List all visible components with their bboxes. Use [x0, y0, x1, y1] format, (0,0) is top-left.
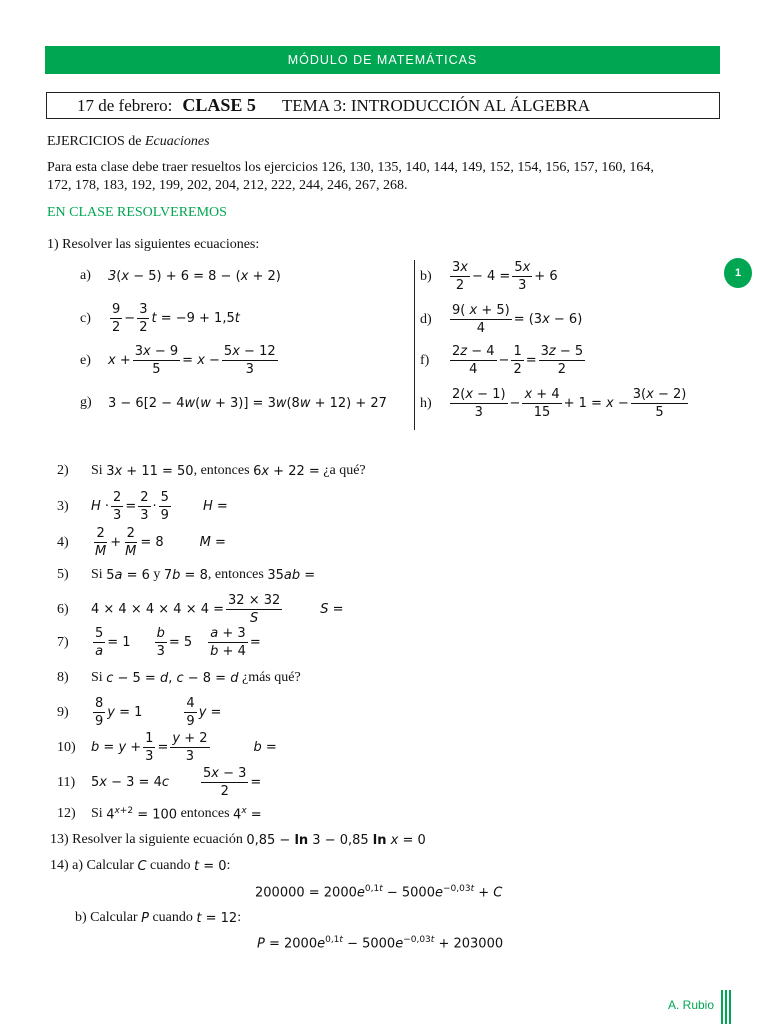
homework-line-1: Para esta clase debe traer resueltos los ejercicios 126, 130, 135, 140, 144, 149, 152, 154, 156, 157, 160, 164,: [47, 160, 654, 175]
author-footer: A. Rubio: [668, 998, 715, 1012]
equation-c: c) $\frac{9}{2}$ − $\frac{3}{2}$ t = −9 + 1,5t: [80, 302, 240, 335]
question-10: 10) b = y + $\frac{1}{3}$ = $\frac{y + 2}{3}$ b =: [57, 731, 277, 764]
question-1-title: 1) Resolver las siguientes ecuaciones:: [47, 237, 260, 252]
equation-d: d) $\frac{9( x + 5)}{4}$ = (3x − 6): [420, 303, 583, 336]
question-11: 11) 5x − 3 = 4c $\frac{5x - 3}{2}$ =: [57, 766, 262, 799]
equation-h: h) $\frac{2(x - 1)}{3}$ − $\frac{x + 4}{15}$ + 1 = x − $\frac{3(x - 2)}{5}$: [420, 387, 687, 420]
equation-a: a) 3(x − 5) + 6 = 8 − (x + 2): [80, 268, 281, 284]
footer-bar-3: [729, 990, 731, 1024]
column-divider: [414, 260, 415, 430]
equation-b: b) $\frac{3x}{2}$ − 4 = $\frac{5x}{3}$ + 6: [420, 260, 558, 293]
equation-f: f) $\frac{2z - 4}{4}$ − $\frac{1}{2}$ = $\frac{3z - 5}{2}$: [420, 344, 584, 377]
class-date: 17 de febrero:: [77, 95, 173, 115]
question-9: 9) $\frac{8}{9}$ y = 1 $\frac{4}{9}$ y =: [57, 696, 222, 729]
question-5: 5) Si 5a = 6 y 7b = 8 , entonces 35ab =: [57, 567, 316, 583]
question-12: 12) Si $4^{x+2} = 100$ entonces $4^x$ =: [57, 806, 262, 823]
question-6: 6) 4 × 4 × 4 × 4 × 4 = $\frac{32 \times 32}{S}$ S =: [57, 593, 344, 626]
question-14b: b) Calcular P cuando t = 12 :: [75, 910, 242, 926]
in-class-heading: EN CLASE RESOLVEREMOS: [47, 205, 227, 220]
exercises-heading: EJERCICIOS de Ecuaciones: [47, 134, 210, 149]
equation-14a: $200000 = 2000e^{0,1t} - 5000e^{-0,03t} + C$: [255, 884, 503, 901]
homework-line-2: 172, 178, 183, 192, 199, 202, 204, 212, 222, 244, 246, 267, 268.: [47, 178, 408, 193]
equation-e: e) x + $\frac{3x - 9}{5}$ = x − $\frac{5x - 12}{3}$: [80, 344, 276, 377]
page-number-badge: 1: [724, 258, 752, 288]
question-13: 13) Resolver la siguiente ecuación 0,85 − ln 3 − 0,85 ln x = 0: [50, 832, 426, 848]
footer-bar-1: [721, 990, 723, 1024]
footer-bar-2: [725, 990, 727, 1024]
question-3: 3) H · $\frac{2}{3}$ = $\frac{2}{3}$ · $\frac{5}{9}$ H =: [57, 490, 228, 523]
question-2: 2) Si 3x + 11 = 50 , entonces 6x + 22 = ¿a qué?: [57, 463, 366, 479]
question-4: 4) $\frac{2}{M}$ + $\frac{2}{M}$ = 8 M =: [57, 526, 226, 559]
question-7: 7) $\frac{5}{a}$ = 1 $\frac{b}{3}$ = 5 $\frac{a + 3}{b + 4}$ =: [57, 626, 261, 659]
equation-g: g) 3 − 6[2 − 4w(w + 3)] = 3w(8w + 12) + 27: [80, 395, 387, 411]
question-8: 8) Si c − 5 = d, c − 8 = d ¿más qué?: [57, 670, 301, 686]
class-title-box: [46, 92, 720, 119]
equation-14b: $P = 2000e^{0,1t} - 5000e^{-0,03t} + 203000$: [257, 935, 504, 952]
question-14a: 14) a) Calcular C cuando t = 0 :: [50, 858, 231, 874]
topic-title: TEMA 3: INTRODUCCIÓN AL ÁLGEBRA: [281, 95, 591, 115]
class-number: CLASE 5: [182, 95, 256, 115]
module-banner: MÓDULO DE MATEMÁTICAS: [45, 46, 720, 74]
